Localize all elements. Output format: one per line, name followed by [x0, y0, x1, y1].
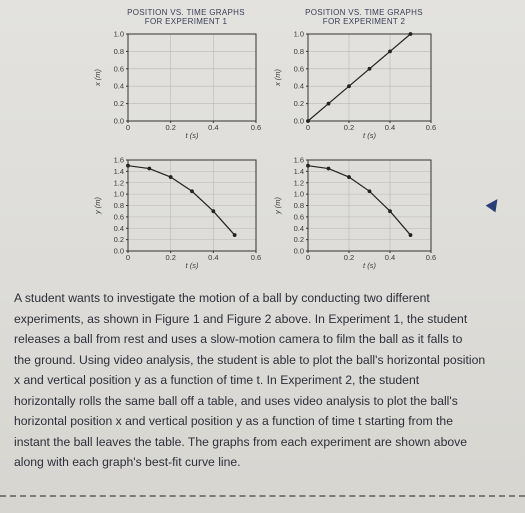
- chart2-xtick-label: 0: [305, 123, 311, 132]
- chart3-ylabel: y (m): [93, 196, 102, 215]
- paragraph-line: x and vertical position y as a function of time t. In Experiment 2, the student: [14, 373, 420, 387]
- chart3-ytick-label: 1.2: [113, 178, 124, 188]
- chart4-ytick-label: 0.0: [293, 246, 304, 256]
- chart4-data-point: [409, 233, 413, 237]
- chart3-xtick-label: 0: [125, 253, 131, 262]
- chart3-data-point: [190, 189, 194, 193]
- chart4-ytick-label: 1.0: [293, 189, 304, 199]
- paragraph-line: instant the ball leaves the table. The graphs from each experiment are shown above: [14, 434, 468, 449]
- chart3-ytick-label: 1.6: [113, 155, 124, 165]
- chart4-ytick-label: 0.6: [293, 212, 304, 222]
- chart2-xtick-label: 0.6: [425, 123, 437, 132]
- chart3-ytick-label: 0.8: [113, 201, 124, 210]
- chart4-xtick-label: 0.6: [425, 253, 437, 262]
- chart2-ytick-label: 0.4: [293, 81, 304, 91]
- chart3-data-point: [126, 164, 130, 168]
- chart3-xtick-label: 0.4: [208, 253, 219, 262]
- chart3-ytick-label: 1.4: [113, 166, 124, 176]
- chart3-xtick-label: 0.2: [165, 253, 176, 262]
- chart1-xtick-label: 0: [125, 123, 131, 132]
- paragraph-line: horizontally rolls the same ball off a table, and uses video analysis to plot the ball's: [14, 393, 458, 408]
- chart2-ylabel: x (m): [273, 68, 282, 87]
- chart1-ylabel: x (m): [93, 68, 102, 87]
- chart3-ytick-label: 0.4: [113, 223, 124, 233]
- chart4-xlabel: t (s): [363, 261, 376, 270]
- chart2-xtick-label: 0.4: [384, 123, 396, 132]
- chart2-fit-line: [308, 34, 411, 121]
- chart2-frame: [308, 34, 431, 121]
- paragraph-line: A student wants to investigate the motion of a ball by conducting two different: [14, 291, 430, 305]
- chart1-ytick-label: 0.4: [113, 81, 124, 91]
- chart4-ytick-label: 1.2: [293, 178, 304, 188]
- chart2-ytick-label: 0.8: [293, 46, 304, 56]
- chart4-ytick-label: 1.6: [293, 155, 304, 165]
- chart2-xtick-label: 0.2: [343, 123, 355, 132]
- chart1-ytick-label: 0.2: [113, 99, 124, 109]
- chart4-ytick-label: 0.8: [293, 201, 304, 210]
- chart2-data-point: [327, 102, 331, 106]
- chart2-data-point: [388, 50, 392, 54]
- chart3-data-point: [211, 209, 215, 213]
- paragraph-line: experiments, as shown in Figure 1 and Figure 2 above. In Experiment 1, the student: [14, 311, 468, 326]
- paragraph-line: the ground. Using video analysis, the student is able to plot the ball's horizontal position: [14, 352, 486, 367]
- chart3-ytick-label: 1.0: [113, 189, 124, 199]
- chart4-xtick-label: 0.2: [343, 253, 355, 262]
- chart4-data-point: [388, 209, 392, 213]
- chart2-ytick-label: 0.0: [293, 116, 304, 126]
- chart3-data-point: [169, 175, 173, 179]
- chart4-ylabel: y (m): [273, 196, 282, 215]
- paragraph-line: releases a ball from rest and uses a slow-motion camera to film the ball as it falls to: [14, 332, 463, 346]
- chart2-ytick-label: 1.0: [293, 29, 304, 39]
- chart1-ytick-label: 0.6: [113, 64, 124, 74]
- chart1-xtick-label: 0.6: [250, 123, 262, 132]
- chart2-ytick-label: 0.6: [293, 64, 304, 74]
- chart2-data-point: [306, 119, 310, 123]
- chart1-ytick-label: 0.0: [113, 116, 124, 126]
- chart1-subtitle: FOR EXPERIMENT 1: [144, 17, 228, 26]
- chart3-fit-line: [128, 166, 235, 235]
- chart2-data-point: [347, 84, 351, 88]
- chart1-ytick-label: 0.8: [113, 46, 124, 56]
- chart4-fit-line: [308, 166, 411, 235]
- paragraph-line: along with each graph's best-fit curve line.: [14, 455, 241, 469]
- chart1-xtick-label: 0.4: [208, 123, 219, 132]
- chart1-ytick-label: 1.0: [113, 29, 124, 39]
- chart3-ytick-label: 0.6: [113, 212, 124, 222]
- dashed-divider: [0, 495, 525, 497]
- chart2-data-point: [368, 67, 372, 71]
- chart2-ytick-label: 0.2: [293, 99, 304, 109]
- chart4-data-point: [327, 167, 331, 171]
- chart3-xlabel: t (s): [185, 261, 199, 270]
- chart1-xlabel: t (s): [185, 131, 199, 140]
- chart1-xtick-label: 0.2: [165, 123, 176, 132]
- chart4-data-point: [368, 189, 372, 193]
- chart4-ytick-label: 0.2: [293, 235, 304, 245]
- chart4-ytick-label: 0.4: [293, 223, 304, 233]
- chart3-ytick-label: 0.2: [113, 235, 124, 245]
- problem-paragraph: [14, 288, 524, 473]
- chart2-title: POSITION VS. TIME GRAPHS: [305, 8, 423, 17]
- chart3-ytick-label: 0.0: [113, 246, 124, 256]
- chart4-xtick-label: 0.4: [384, 253, 396, 262]
- chart1-title: POSITION VS. TIME GRAPHS: [127, 8, 245, 17]
- chart3-data-point: [233, 233, 237, 237]
- chart3-xtick-label: 0.6: [250, 253, 262, 262]
- paragraph-line: horizontal position x and vertical position y as a function of time t starting from the: [14, 414, 453, 428]
- chart2-subtitle: FOR EXPERIMENT 2: [322, 17, 406, 26]
- chart4-xtick-label: 0: [305, 253, 311, 262]
- chart4-data-point: [306, 164, 310, 168]
- chart3-data-point: [147, 167, 151, 171]
- chart4-data-point: [347, 175, 351, 179]
- chart1-frame: [128, 34, 256, 121]
- chart2-data-point: [409, 32, 413, 36]
- chart2-xlabel: t (s): [363, 131, 376, 140]
- chart4-ytick-label: 1.4: [293, 166, 304, 176]
